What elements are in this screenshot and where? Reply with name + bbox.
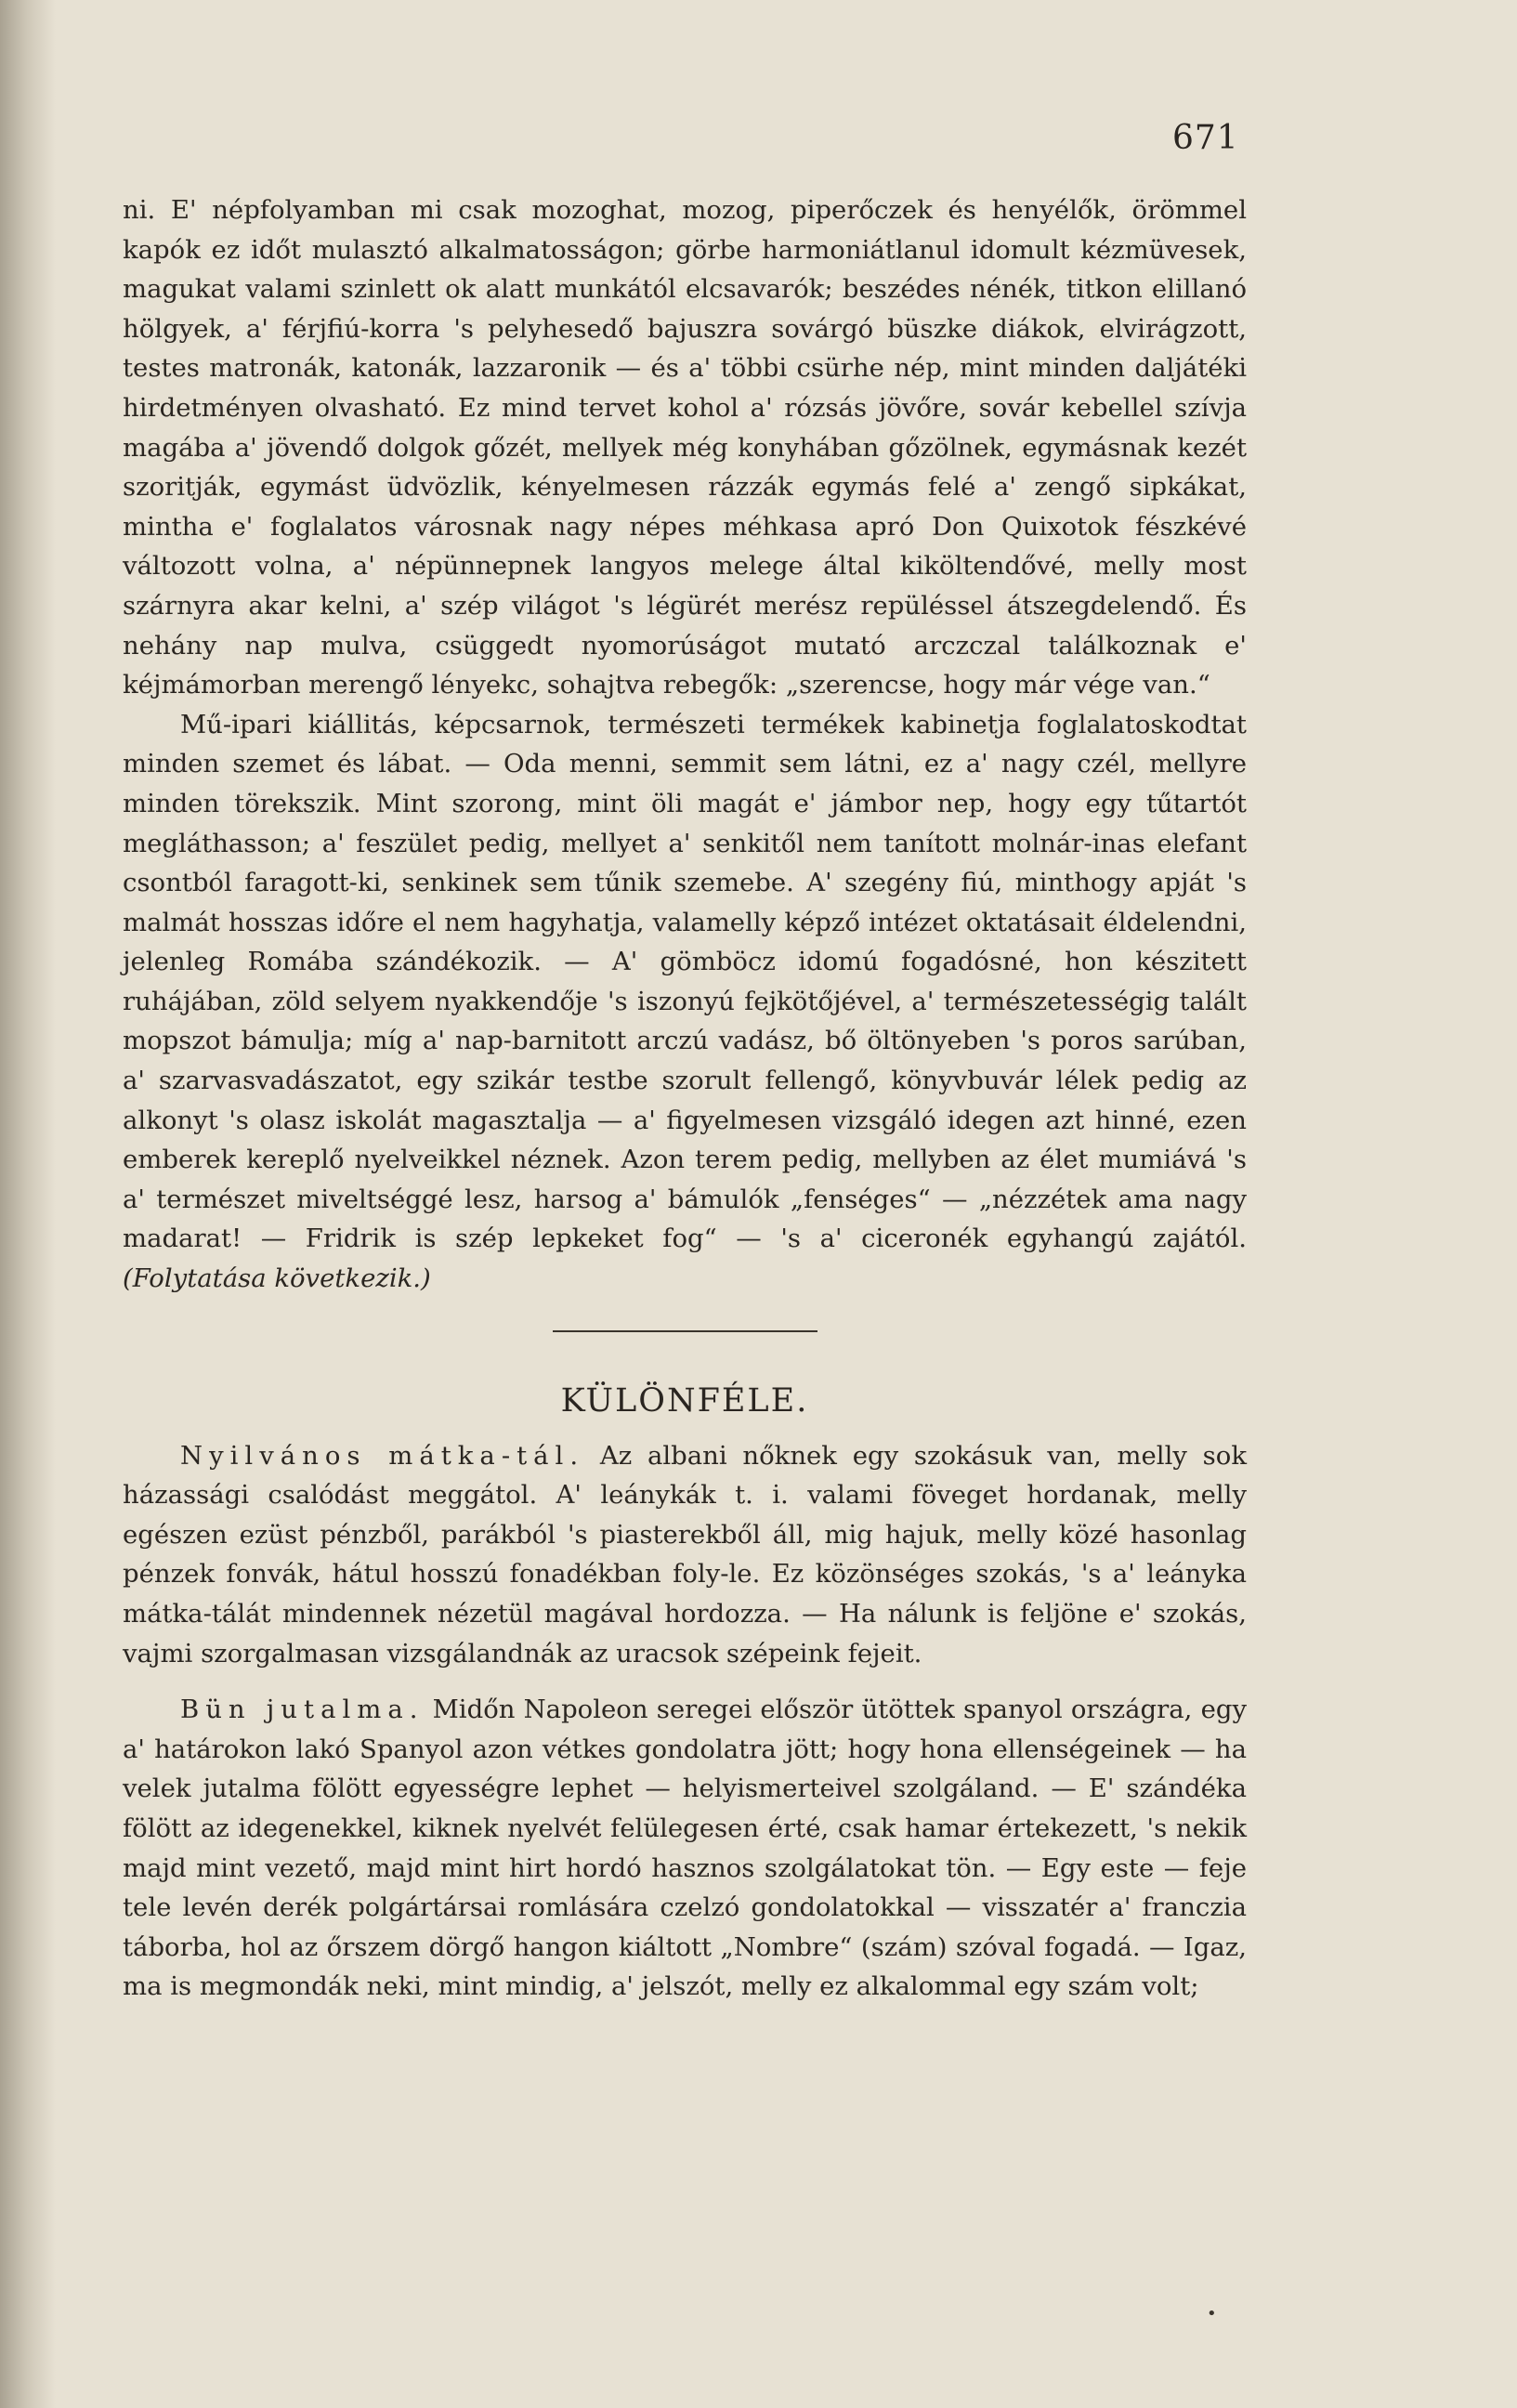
- page-gutter-shadow: [0, 0, 56, 2408]
- misc-entry-2-body: Midőn Napoleon seregei először ütöttek spanyol országra, egy a' határokon lakó Spanyol azon vétkes gondolatra jött; hogy hona ellenségeinek — ha velek jutalma fölött egyességre lephet — helyismerteivel szolgáland. — E' szándéka fölött az idegenekkel, kiknek nyelvét felülegesen érté, csak hamar értekezett, 's nekik majd mint vezető, majd mint hirt hordó hasznos szolgálatokat tön. — Egy este — feje tele levén derék polgártársai romlására czelzó gondolatokkal — visszatér a' franczia táborba, hol az őrszem dörgő hangon kiáltott „Nombre“ (szám) szóval fogadá. — Igaz, ma is megmondák neki, mint mindig, a' jelszót, melly ez alkalommal egy szám volt;: [123, 1695, 1247, 2002]
- continuation-note: (Folytatása következik.): [123, 1263, 431, 1294]
- page-number: 671: [1172, 119, 1239, 157]
- misc-entry-1-heading: Nyilvános mátka-tál.: [180, 1440, 585, 1471]
- section-title: KÜLÖNFÉLE.: [560, 1381, 809, 1420]
- ink-speck: •: [1207, 2304, 1217, 2323]
- misc-entry-1: [123, 1436, 1247, 1674]
- misc-entry-1-body: Az albani nőknek egy szokásuk van, melly sok házassági csalódást meggátol. A' leánykák t. i. valami föveget hordanak, melly egészen ezüst pénzből, parákból 's piasterekből áll, mig hajuk, melly közé hasonlag pénzek fonvák, hátul hosszú fonadékban foly-le. Ez közönséges szokás, 's a' leányka mátka-tálát mindennek nézetül magával hordozza. — Ha nálunk is feljöne e' szokás, vajmi szorgalmasan vizsgálandnák az uracsok szépeink fejeit.: [123, 1440, 1247, 1669]
- misc-entry-2: [123, 1690, 1247, 2007]
- article-paragraph-2-text: Mű-ipari kiállitás, képcsarnok, természeti termékek kabinetja foglalatoskodtat minden szemet és lábat. — Oda menni, semmit sem látni, ez a' nagy czél, mellyre minden törekszik. Mint szorong, mint öli magát e' jámbor nep, hogy egy tűtartót megláthasson; a' feszület pedig, mellyet a' senkitől nem tanított molnár-inas elefant csontból faragott-ki, senkinek sem tűnik szemebe. A' szegény fiú, minthogy apját 's malmát hosszas időre el nem hagyhatja, valamelly képző intézet oktatásait éldelendni, jelenleg Romába szándékozik. — A' gömböcz idomú fogadósné, hon készitett ruhájában, zöld selyem nyakkendője 's iszonyú fejkötőjével, a' természetességig talált mopszot bámulja; míg a' nap-barnitott arczú vadász, bő öltönyeben 's poros sarúban, a' szarvasvadászatot, egy szikár testbe szorult fellengő, könyvbuvár lélek pedig az alkonyt 's olasz iskolát magasztalja — a' figyelmesen vizsgáló idegen azt hinné, ezen emberek kereplő nyelveikkel néznek. Azon terem pedig, mellyben az élet mumiává 's a' természet miveltséggé lesz, harsog a' bámulók „fenséges“ — „nézzétek ama nagy madarat! — Fridrik is szép lepkeket fog“ — 's a' ciceronék egyhangú zajától.: [123, 709, 1247, 1254]
- article-paragraph-1: ni. E' népfolyamban mi csak mozoghat, mozog, piperőczek és henyélők, örömmel kapók ez időt mulasztó alkalmatosságon; görbe harmoniátlanul idomult kézmüvesek, magukat valami szinlett ok alatt munkától elcsavarók; beszédes nénék, titkon elillanó hölgyek, a' férjfiú-korra 's pelyhesedő bajuszra sovárgó büszke diákok, elvirágzott, testes matronák, katonák, lazzaronik — és a' többi csürhe nép, mint minden daljátéki hirdetményen olvasható. Ez mind tervet kohol a' rózsás jövőre, sovár kebellel szívja magába a' jövendő dolgok gőzét, mellyek még konyhában gőzölnek, egymásnak kezét szoritják, egymást üdvözlik, kényelmesen rázzák egymás felé a' zengő sipkákat, mintha e' foglalatos városnak nagy népes méhkasa apró Don Quixotok fészkévé változott volna, a' népünnepnek langyos melege által kiköltendővé, melly most szárnyra akar kelni, a' szép világot 's légürét merész repüléssel átszegdelendő. És nehány nap mulva, csüggedt nyomorúságot mutató arczczal találkoznak e' kéjmámorban merengő lényekc, sohajtva rebegők: „szerencse, hogy már vége van.“: [123, 195, 1247, 700]
- section-divider: [553, 1330, 817, 1332]
- text-column: [123, 190, 1247, 2007]
- misc-entry-2-heading: Bün jutalma.: [180, 1695, 425, 1725]
- article-paragraph-2: [123, 705, 1247, 1299]
